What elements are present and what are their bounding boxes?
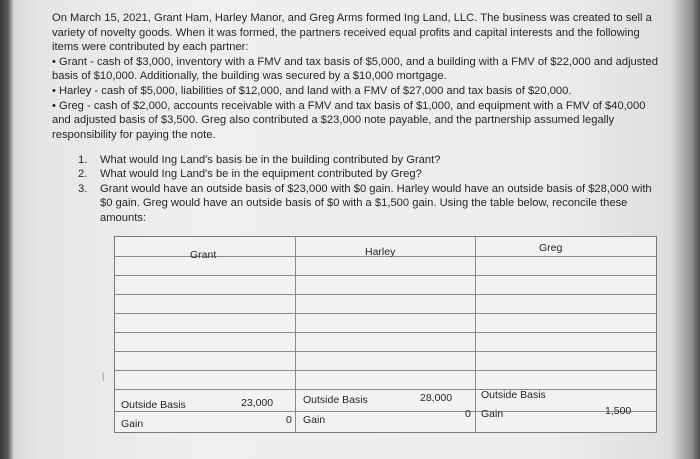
harley-basis-value: 28,000	[420, 392, 453, 404]
question-text: What would Ing Land's basis be in the building contributed by Grant?	[100, 154, 441, 166]
grid-line	[115, 351, 656, 352]
question-text: Grant would have an outside basis of $23,000 with $0 gain. Harley would have an outside basis of $28,000 with $0 gain. Greg would have an outside basis of $0 with a $1,500 gain. Using the table below, reconcile these amounts:	[100, 182, 652, 224]
greg-gain-amount: 1,500	[605, 405, 632, 417]
greg-contribution: • Greg - cash of $2,000, accounts receivable with a FMV and tax basis of $1,000, and equipment with a FMV of $40,000 and adjusted basis of $3,500. Greg also contributed a $23,000 note payable, and the partnership assumed legally responsibility for paying the note.	[52, 99, 646, 141]
grid-line	[115, 275, 656, 276]
document-page	[14, 0, 674, 459]
question-list	[78, 153, 663, 225]
reconciliation-table	[114, 236, 657, 433]
question-number: 2.	[78, 168, 88, 181]
grant-contribution: • Grant - cash of $3,000, inventory with a FMV and tax basis of $5,000, and a building with a FMV of $22,000 and adjusted basis of $10,000. Additionally, the building was secured by a $10,000 mortgage.	[52, 55, 658, 83]
greg-basis-label: Outside Basis	[481, 389, 546, 401]
grid-line	[475, 237, 476, 432]
grid-line	[115, 370, 656, 371]
harley-contribution: • Harley - cash of $5,000, liabilities of $12,000, and land with a FMV of $27,000 and tax basis of $20,000.	[52, 84, 572, 97]
grid-line	[115, 411, 656, 412]
greg-gain-value: 0	[465, 408, 471, 420]
grid-line	[115, 389, 656, 390]
question-text: What would Ing Land's be in the equipment contributed by Greg?	[100, 168, 422, 181]
question-number: 1.	[78, 154, 88, 166]
harley-basis-label: Outside Basis	[303, 394, 368, 406]
harley-gain-value: 0	[286, 414, 292, 426]
grant-gain-label: Gain	[121, 418, 144, 430]
question-item	[78, 153, 663, 167]
header-harley: Harley	[365, 246, 396, 258]
question-item	[78, 182, 663, 225]
greg-gain-label: Gain	[481, 408, 504, 420]
grant-basis-value: 23,000	[241, 397, 274, 409]
grid-line	[115, 294, 656, 295]
grid-line	[115, 313, 656, 314]
grid-line	[295, 237, 296, 432]
question-number: 3.	[78, 182, 88, 195]
harley-gain-label: Gain	[303, 414, 326, 426]
margin-mark: |	[102, 371, 105, 381]
header-grant: Grant	[190, 249, 217, 261]
intro-paragraph: On March 15, 2021, Grant Ham, Harley Manor, and Greg Arms formed Ing Land, LLC. The business was created to sell a variety of novelty goods. When it was formed, the partners received equal profits and capital interests and the following items were contributed by each partner:	[52, 12, 652, 54]
grant-basis-label: Outside Basis	[121, 399, 186, 411]
header-greg: Greg	[539, 242, 563, 254]
question-item	[78, 167, 663, 181]
problem-intro	[52, 11, 662, 142]
grid-line	[115, 332, 656, 333]
